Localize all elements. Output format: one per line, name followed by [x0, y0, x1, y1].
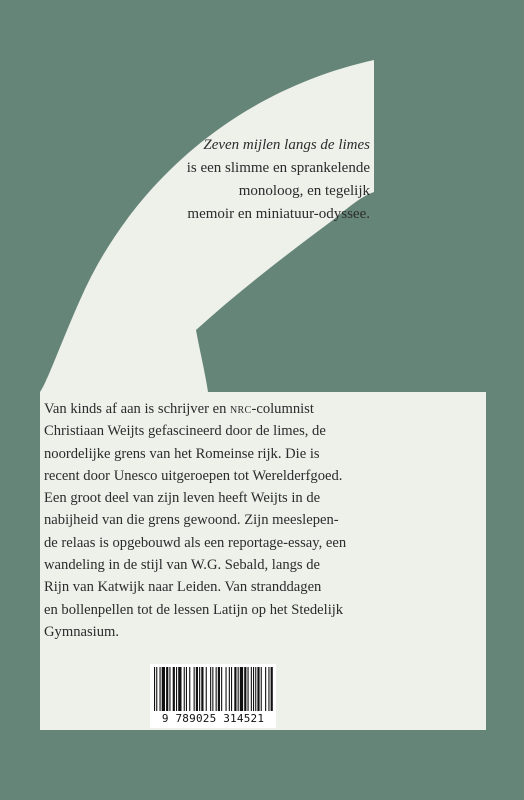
blurb-line-1: is een slimme en sprankelende: [186, 160, 370, 176]
barcode-bar: [253, 667, 254, 711]
barcode-bar: [268, 667, 269, 711]
barcode-bar: [196, 667, 198, 711]
barcode-bar: [271, 667, 273, 711]
barcode-bar: [206, 667, 207, 711]
description-line-1-start: Van kinds af aan is schrijver en: [44, 401, 231, 417]
barcode-bar: [160, 667, 161, 711]
description-line-3: noordelijke grens van het Romeinse rijk. Die is: [44, 445, 320, 462]
barcode-bar: [212, 667, 213, 711]
barcode-bar: [166, 667, 168, 711]
barcode-bar: [221, 667, 222, 711]
barcode-bar: [257, 667, 259, 711]
barcode-bar: [231, 667, 232, 711]
barcode-bar: [199, 667, 200, 711]
barcode-bar: [248, 667, 249, 711]
barcode-bars: [150, 664, 276, 712]
description-line-1: [44, 398, 486, 420]
blurb-line-3: memoir en miniatuur-odyssee.: [187, 206, 370, 222]
barcode-bar: [201, 667, 203, 711]
barcode-bar: [238, 667, 239, 711]
barcode-bar: [173, 667, 175, 711]
barcode-bar: [234, 667, 236, 711]
barcode-bar: [244, 667, 246, 711]
description-line-1-end: -columnist: [251, 401, 314, 417]
description-line-9: Rijn van Katwijk naar Leiden. Van stranddagen: [44, 579, 322, 596]
barcode-bar: [162, 667, 165, 711]
barcode-bar: [265, 667, 266, 711]
barcode-bar: [186, 667, 187, 711]
book-title-italic: Zeven mijlen langs de limes: [203, 137, 370, 153]
description-line-4: recent door Unesco uitgeroepen tot Werelderfgoed.: [44, 467, 343, 484]
description-line-10: en bollenpellen tot de lessen Latijn op het Stedelijk: [44, 601, 344, 618]
isbn-number: 9 789025 314521: [161, 712, 265, 725]
blurb-line-2: monoloog, en tegelijk: [238, 183, 370, 199]
barcode-bar: [255, 667, 256, 711]
barcode-bar: [251, 667, 252, 711]
nrc-smallcaps: nrc: [230, 401, 252, 417]
barcode-bar: [261, 667, 262, 711]
description-line-5: Een groot deel van zijn leven heeft Weijts in de: [44, 490, 321, 507]
barcode-bar: [189, 667, 190, 711]
barcode-bar: [176, 667, 177, 711]
barcode-bar: [184, 667, 185, 711]
barcode-bar: [156, 667, 157, 711]
description-line-7: de relaas is opgebouwd als een reportage-essay, een: [44, 534, 347, 551]
barcode-bar: [194, 667, 195, 711]
barcode-bar: [210, 667, 211, 711]
description-line-8: wandeling in de stijl van W.G. Sebald, langs de: [44, 557, 321, 574]
blurb-quote: [0, 134, 370, 226]
barcode-bar: [154, 667, 155, 711]
barcode-bar: [169, 667, 170, 711]
description-line-6: nabijheid van die grens gewoond. Zijn meeslepen-: [44, 512, 339, 529]
barcode-bar: [178, 667, 181, 711]
description-line-11: Gymnasium.: [44, 623, 119, 640]
isbn-barcode: [150, 664, 276, 728]
description-text: [44, 398, 486, 643]
barcode-bar: [226, 667, 227, 711]
barcode-bar: [229, 667, 230, 711]
barcode-bar: [218, 667, 220, 711]
barcode-bar: [216, 667, 217, 711]
barcode-bar: [240, 667, 243, 711]
description-line-2: Christiaan Weijts gefascineerd door de limes, de: [44, 423, 326, 440]
